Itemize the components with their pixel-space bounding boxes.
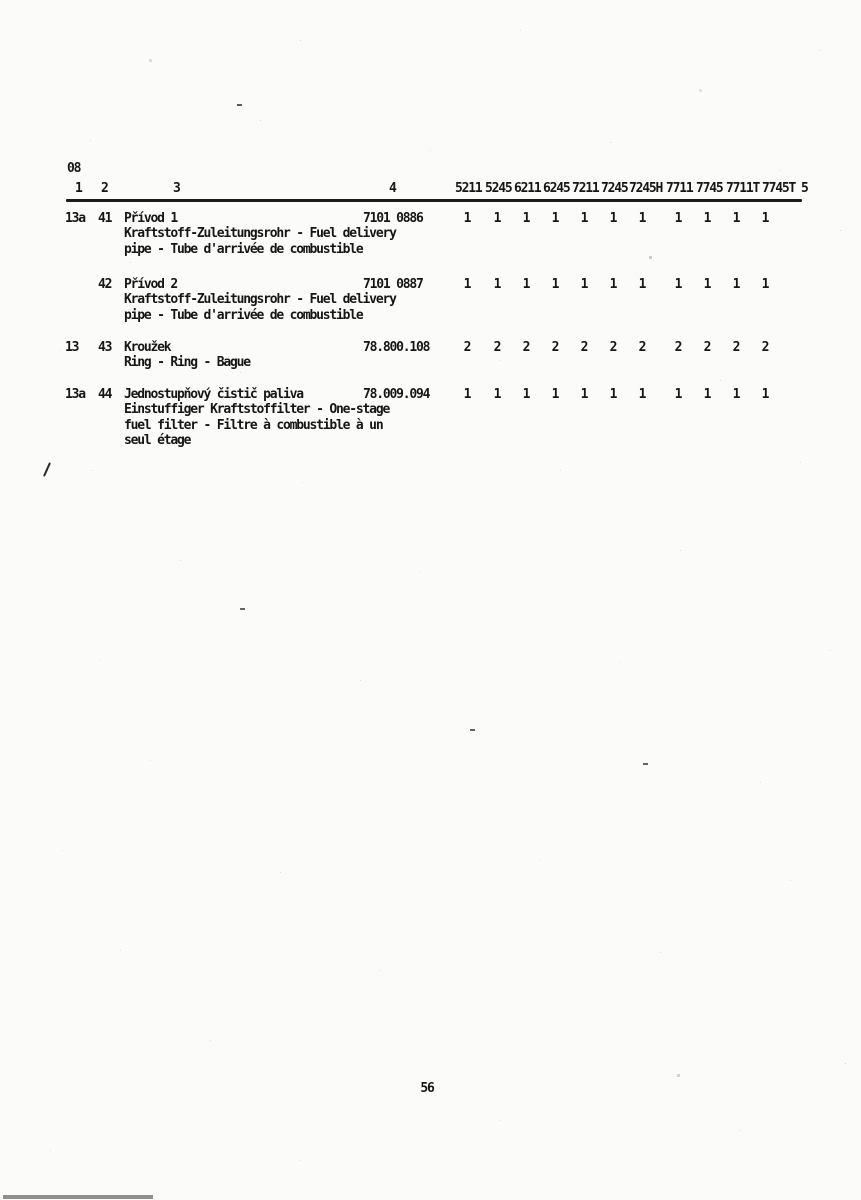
fig-ref: 13a — [65, 211, 85, 226]
table-row — [0, 211, 861, 277]
qty-cell: 1 — [493, 387, 501, 402]
part-description: Ring - Ring - Bague — [124, 355, 250, 370]
qty-cell: 2 — [638, 340, 646, 355]
qty-cell: 1 — [761, 277, 769, 292]
part-description: pipe - Tube d'arrivée de combustible — [124, 242, 363, 257]
qty-cell: 1 — [522, 387, 530, 402]
pos-number: 42 — [98, 277, 112, 292]
part-name: Přívod 2 — [124, 277, 178, 292]
section-code: 08 — [67, 161, 81, 176]
qty-cell: 2 — [580, 340, 588, 355]
model-header: 6211 — [514, 181, 541, 196]
qty-cell: 1 — [522, 211, 530, 226]
qty-cell: 1 — [761, 211, 769, 226]
model-header: 7245 — [601, 181, 628, 196]
fig-ref: 13a — [65, 387, 85, 402]
qty-cell: 2 — [463, 340, 471, 355]
part-name: Přívod 1 — [124, 211, 178, 226]
qty-cell: 1 — [638, 277, 646, 292]
model-header: 5245 — [485, 181, 512, 196]
fig-ref: 13 — [65, 340, 79, 355]
qty-cell: 1 — [551, 387, 559, 402]
qty-cell: 1 — [493, 277, 501, 292]
qty-cell: 1 — [732, 277, 740, 292]
header-rule — [66, 199, 802, 202]
table-row — [0, 277, 861, 343]
qty-cell: 2 — [732, 340, 740, 355]
qty-cell: 1 — [761, 387, 769, 402]
qty-cell: 1 — [551, 277, 559, 292]
qty-cell: 2 — [609, 340, 617, 355]
page-number: 56 — [420, 1081, 434, 1096]
column-header-4: 4 — [389, 181, 396, 196]
part-number: 7101 0887 — [363, 277, 423, 292]
model-header: 7245H — [629, 181, 663, 196]
qty-cell: 1 — [703, 277, 711, 292]
model-header: 5 — [801, 181, 808, 196]
model-header: 6245 — [543, 181, 570, 196]
part-description: fuel filter - Filtre à combustible à un — [124, 418, 383, 433]
qty-cell: 1 — [463, 211, 471, 226]
qty-cell: 2 — [522, 340, 530, 355]
qty-cell: 2 — [493, 340, 501, 355]
qty-cell: 1 — [522, 277, 530, 292]
part-description: Kraftstoff-Zuleitungsrohr - Fuel delivery — [124, 292, 396, 307]
qty-cell: 1 — [674, 277, 682, 292]
qty-cell: 2 — [551, 340, 559, 355]
part-description: seul étage — [124, 433, 191, 448]
column-header-3: 3 — [173, 181, 180, 196]
qty-cell: 2 — [674, 340, 682, 355]
qty-cell: 1 — [580, 277, 588, 292]
qty-cell: 2 — [703, 340, 711, 355]
qty-cell: 1 — [609, 211, 617, 226]
qty-cell: 1 — [638, 211, 646, 226]
part-description: pipe - Tube d'arrivée de combustible — [124, 308, 363, 323]
qty-cell: 1 — [732, 387, 740, 402]
qty-cell: 1 — [493, 211, 501, 226]
pos-number: 44 — [98, 387, 112, 402]
qty-cell: 1 — [580, 387, 588, 402]
part-number: 78.009.094 — [363, 387, 430, 402]
table-row — [0, 387, 861, 453]
column-header-2: 2 — [101, 181, 108, 196]
part-name: Kroužek — [124, 340, 171, 355]
part-number: 7101 0886 — [363, 211, 423, 226]
model-header: 7711 — [666, 181, 693, 196]
model-header: 7711T — [726, 181, 760, 196]
model-header: 7745 — [696, 181, 723, 196]
qty-cell: 1 — [463, 277, 471, 292]
scan-dash-marks — [0, 0, 5, 2]
model-header: 7745T — [762, 181, 796, 196]
pen-mark — [43, 462, 51, 477]
pos-number: 43 — [98, 340, 112, 355]
qty-cell: 1 — [703, 211, 711, 226]
column-header-1: 1 — [75, 181, 82, 196]
qty-cell: 1 — [580, 211, 588, 226]
qty-cell: 1 — [703, 387, 711, 402]
part-name: Jednostupňový čistič paliva — [124, 387, 303, 402]
qty-cell: 1 — [609, 277, 617, 292]
scan-artifact-bar — [3, 1195, 153, 1199]
model-header: 5211 — [455, 181, 482, 196]
part-description: Einstuffiger Kraftstoffilter - One-stage — [124, 402, 390, 417]
part-description: Kraftstoff-Zuleitungsrohr - Fuel delivery — [124, 226, 396, 241]
qty-cell: 1 — [674, 211, 682, 226]
part-number: 78.800.108 — [363, 340, 430, 355]
model-header: 7211 — [572, 181, 599, 196]
qty-cell: 1 — [638, 387, 646, 402]
qty-cell: 1 — [732, 211, 740, 226]
qty-cell: 1 — [463, 387, 471, 402]
qty-cell: 1 — [609, 387, 617, 402]
qty-cell: 1 — [551, 211, 559, 226]
pos-number: 41 — [98, 211, 112, 226]
qty-cell: 2 — [761, 340, 769, 355]
qty-cell: 1 — [674, 387, 682, 402]
